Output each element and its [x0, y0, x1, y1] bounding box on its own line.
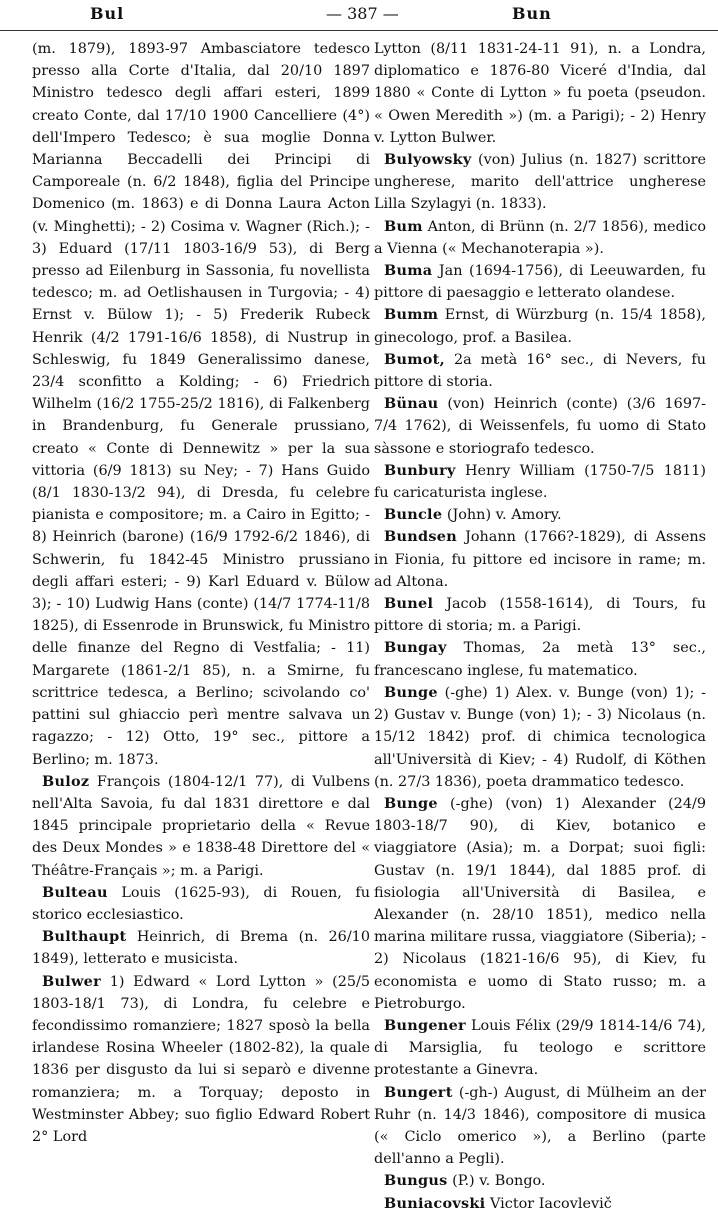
dictionary-entry [32, 771, 370, 882]
dictionary-entry [374, 216, 706, 260]
entry-text: Johann (1766?-1829), di Assens in Fionia, fu pittore ed incisore in rame; m. ad Altona. [374, 529, 706, 590]
entry-text: Heinrich, di Brema (n. 26/10 1849), letterato e musicista. [32, 929, 370, 968]
entry-text: 1) Edward « Lord Lytton » (25/5 1803-18/1 73), di Londra, fu celebre e fecondissimo romanziere; 1827 sposò la bella irlandese Rosina Wheeler (1802-82), la quale 1836 per disgusto da lui si separò e divenne romanziera; m. a Torquay; deposto in Westminster Abbey; suo figlio Edward Robert 2° Lord [32, 973, 371, 1145]
running-head-left: Bul [90, 4, 125, 23]
right-column [374, 38, 706, 1215]
entry-headword: Bulyowsky [384, 151, 472, 169]
entry-headword: Buniacovski [384, 1194, 486, 1212]
dictionary-entry [374, 349, 706, 393]
dictionary-entry [374, 260, 706, 304]
entry-text: (John) v. Amory. [446, 507, 562, 524]
entry-text: (m. 1879), 1893-97 Ambasciatore tedesco presso alla Corte d'Italia, dal 20/10 1897 Ministro tedesco degli affari esteri, 1899 creato Conte, dal 17/10 1900 Cancelliere (4°) dell'Impero Tedesco; è sua moglie Donna Marianna Beccadelli dei Principi di Camporeale (n. 6/2 1848), figlia del Principe Domenico (m. 1863) e di Donna Laura Acton (v. Minghetti); - 2) Cosima v. Wagner (Rich.); - 3) Eduard (17/11 1803-16/9 53), di Berg presso ad Eilenburg in Sassonia, fu novellista tedesco; m. ad Oetlishausen in Turgovia; - 4) Ernst v. Bülow 1); - 5) Frederik Rubeck Henrik (4/2 1791-16/6 1858), di Nustrup in Schleswig, fu 1849 Generalissimo danese, 23/4 sconfitto a Kolding; - 6) Friedrich Wilhelm (16/2 1755-25/2 1816), di Falkenberg in Brandenburg, fu Generale prussiano, creato « Conte di Dennewitz » per la sua vittoria (6/9 1813) su Ney; - 7) Hans Guido (8/1 1830-13/2 94), di Dresda, fu celebre pianista e compositore; m. a Cairo in Egitto; - 8) Heinrich (barone) (16/9 1792-6/2 1846), di Schwerin, fu 1842-45 Ministro prussiano degli affari esteri; - 9) Karl Eduard v. Bülow 3); - 10) Ludwig Hans (conte) (14/7 1774-11/8 1825), di Essenrode in Brunswick, fu Ministro delle finanze del Regno di Vestfalia; - 11) Margarete (1861-2/1 85), n. a Smirne, fu scrittrice tedesca, a Berlino; scivolando co' pattini sul ghiaccio perì mentre salvava un ragazzo; - 12) Otto, 19° sec., pittore a Berlino; m. 1873. [32, 41, 370, 768]
entry-text: (-ghe) (von) 1) Alexander (24/9 1803-18/7 90), di Kiev, botanico e viaggiatore (Asia); m. a Dorpat; suoi figli: Gustav (n. 19/1 1844), dal 1885 prof. di fisiologia all'Università di Basilea, e Alexander (n. 28/10 1851), medico nella marina militare russa, viaggiatore (Siberia); - 2) Nicolaus (1821-16/6 95), di Kiev, fu economista e uomo di Stato russo; m. a Pietroburgo. [374, 795, 706, 1012]
entry-text: Ernst, di Würzburg (n. 15/4 1858), ginecologo, prof. a Basilea. [374, 307, 706, 346]
dictionary-entry [374, 526, 706, 593]
entry-text: Victor Iacovlevič [490, 1195, 612, 1212]
dictionary-entry [374, 793, 706, 1015]
entry-headword: Buloz [42, 772, 90, 790]
dictionary-entry [32, 38, 370, 771]
entry-text: Lytton (8/11 1831-24-11 91), n. a Londra, diplomatico e 1876-80 Viceré d'India, dal 1880 « Conte di Lytton » fu poeta (pseudon. « Owen Meredith ») (m. a Parigi); - 2) Henry v. Lytton Bulwer. [374, 41, 706, 146]
entry-text: François (1804-12/1 77), di Vulbens nell'Alta Savoia, fu dal 1831 direttore e dal 1845 principale proprietario della « Revue des Deux Mondes » e 1838-48 Direttore del « Théâtre-Français »; m. a Parigi. [32, 773, 370, 879]
entry-headword: Bungener [384, 1016, 466, 1034]
dictionary-entry [374, 1082, 706, 1171]
dictionary-entry [32, 926, 370, 970]
entry-text: (von) Heinrich (conte) (3/6 1697-7/4 1762), di Weissenfels, fu uomo di Stato sàssone e storiografo tedesco. [374, 396, 706, 457]
dictionary-entry [374, 1170, 706, 1192]
dictionary-entry [32, 971, 370, 1149]
entry-headword: Bunge [384, 683, 438, 701]
entry-text: Thomas, 2a metà 13° sec., francescano inglese, fu matematico. [374, 640, 706, 679]
entry-text: (-ghe) 1) Alex. v. Bunge (von) 1); - 2) Gustav v. Bunge (von) 1); - 3) Nicolaus (n. 15/12 1842) prof. di chimica tecnologica all'Università di Kiev; - 4) Rudolf, di Köthen (n. 27/3 1836), poeta drammatico tedesco. [374, 684, 707, 790]
entry-headword: Bumm [384, 306, 439, 324]
dictionary-entry [374, 393, 706, 460]
entry-headword: Bunbury [384, 461, 456, 479]
entry-headword: Bünau [384, 395, 439, 413]
entry-headword: Bundsen [384, 528, 457, 546]
entry-headword: Buma [384, 262, 433, 280]
dictionary-entry [374, 682, 706, 793]
entry-headword: Bumot, [384, 350, 445, 368]
entry-text: Henry William (1750-7/5 1811) fu caricaturista inglese. [374, 462, 706, 502]
dictionary-entry [374, 1193, 706, 1215]
entry-text: Jacob (1558-1614), di Tours, fu pittore di storia; m. a Parigi. [374, 596, 706, 635]
left-column [32, 38, 370, 1148]
entry-headword: Bunge [384, 794, 438, 812]
entry-headword: Bungert [384, 1083, 453, 1101]
dictionary-entry [374, 504, 706, 526]
dictionary-entry [374, 593, 706, 637]
entry-text: Anton, di Brünn (n. 2/7 1856), medico a Vienna (« Mechanoterapia »). [374, 218, 706, 257]
dictionary-entry [32, 882, 370, 926]
entry-headword: Bungus [384, 1172, 448, 1190]
dictionary-entry [374, 149, 706, 216]
entry-text: (P.) v. Bongo. [452, 1173, 546, 1190]
entry-text: (von) Julius (n. 1827) scrittore ungherese, marito dell'attrice ungherese Lilla Szylagyi (n. 1833). [374, 152, 707, 213]
entry-headword: Bulteau [42, 883, 108, 901]
entry-headword: Bulwer [42, 972, 102, 990]
running-head-right: Bun [512, 4, 552, 23]
entry-headword: Bum [384, 217, 423, 235]
entry-headword: Buncle [384, 506, 443, 524]
dictionary-entry [374, 38, 706, 149]
entry-text: Jan (1694-1756), di Leeuwarden, fu pittore di paesaggio e letterato olandese. [374, 263, 706, 302]
entry-headword: Bulthaupt [42, 928, 127, 946]
dictionary-entry [374, 1015, 706, 1082]
entry-headword: Bungay [384, 639, 447, 657]
dictionary-entry [374, 460, 706, 504]
dictionary-entry [374, 304, 706, 348]
dictionary-entry [374, 637, 706, 681]
page-header [0, 0, 718, 31]
entry-text: Louis Félix (29/9 1814-14/6 74), di Marsiglia, fu teologo e scrittore protestante a Ginevra. [374, 1017, 707, 1079]
entry-text: 2a metà 16° sec., di Nevers, fu pittore di storia. [374, 351, 706, 391]
page-number: — 387 — [326, 4, 399, 23]
entry-headword: Bunel [384, 595, 434, 613]
entry-text: (-gh-) August, di Mülheim an der Ruhr (n. 14/3 1846), compositore di musica (« Ciclo omerico »), a Berlino (parte dell'anno a Pegli). [374, 1084, 706, 1168]
entry-text: Louis (1625-93), di Rouen, fu storico ecclesiastico. [32, 884, 370, 923]
